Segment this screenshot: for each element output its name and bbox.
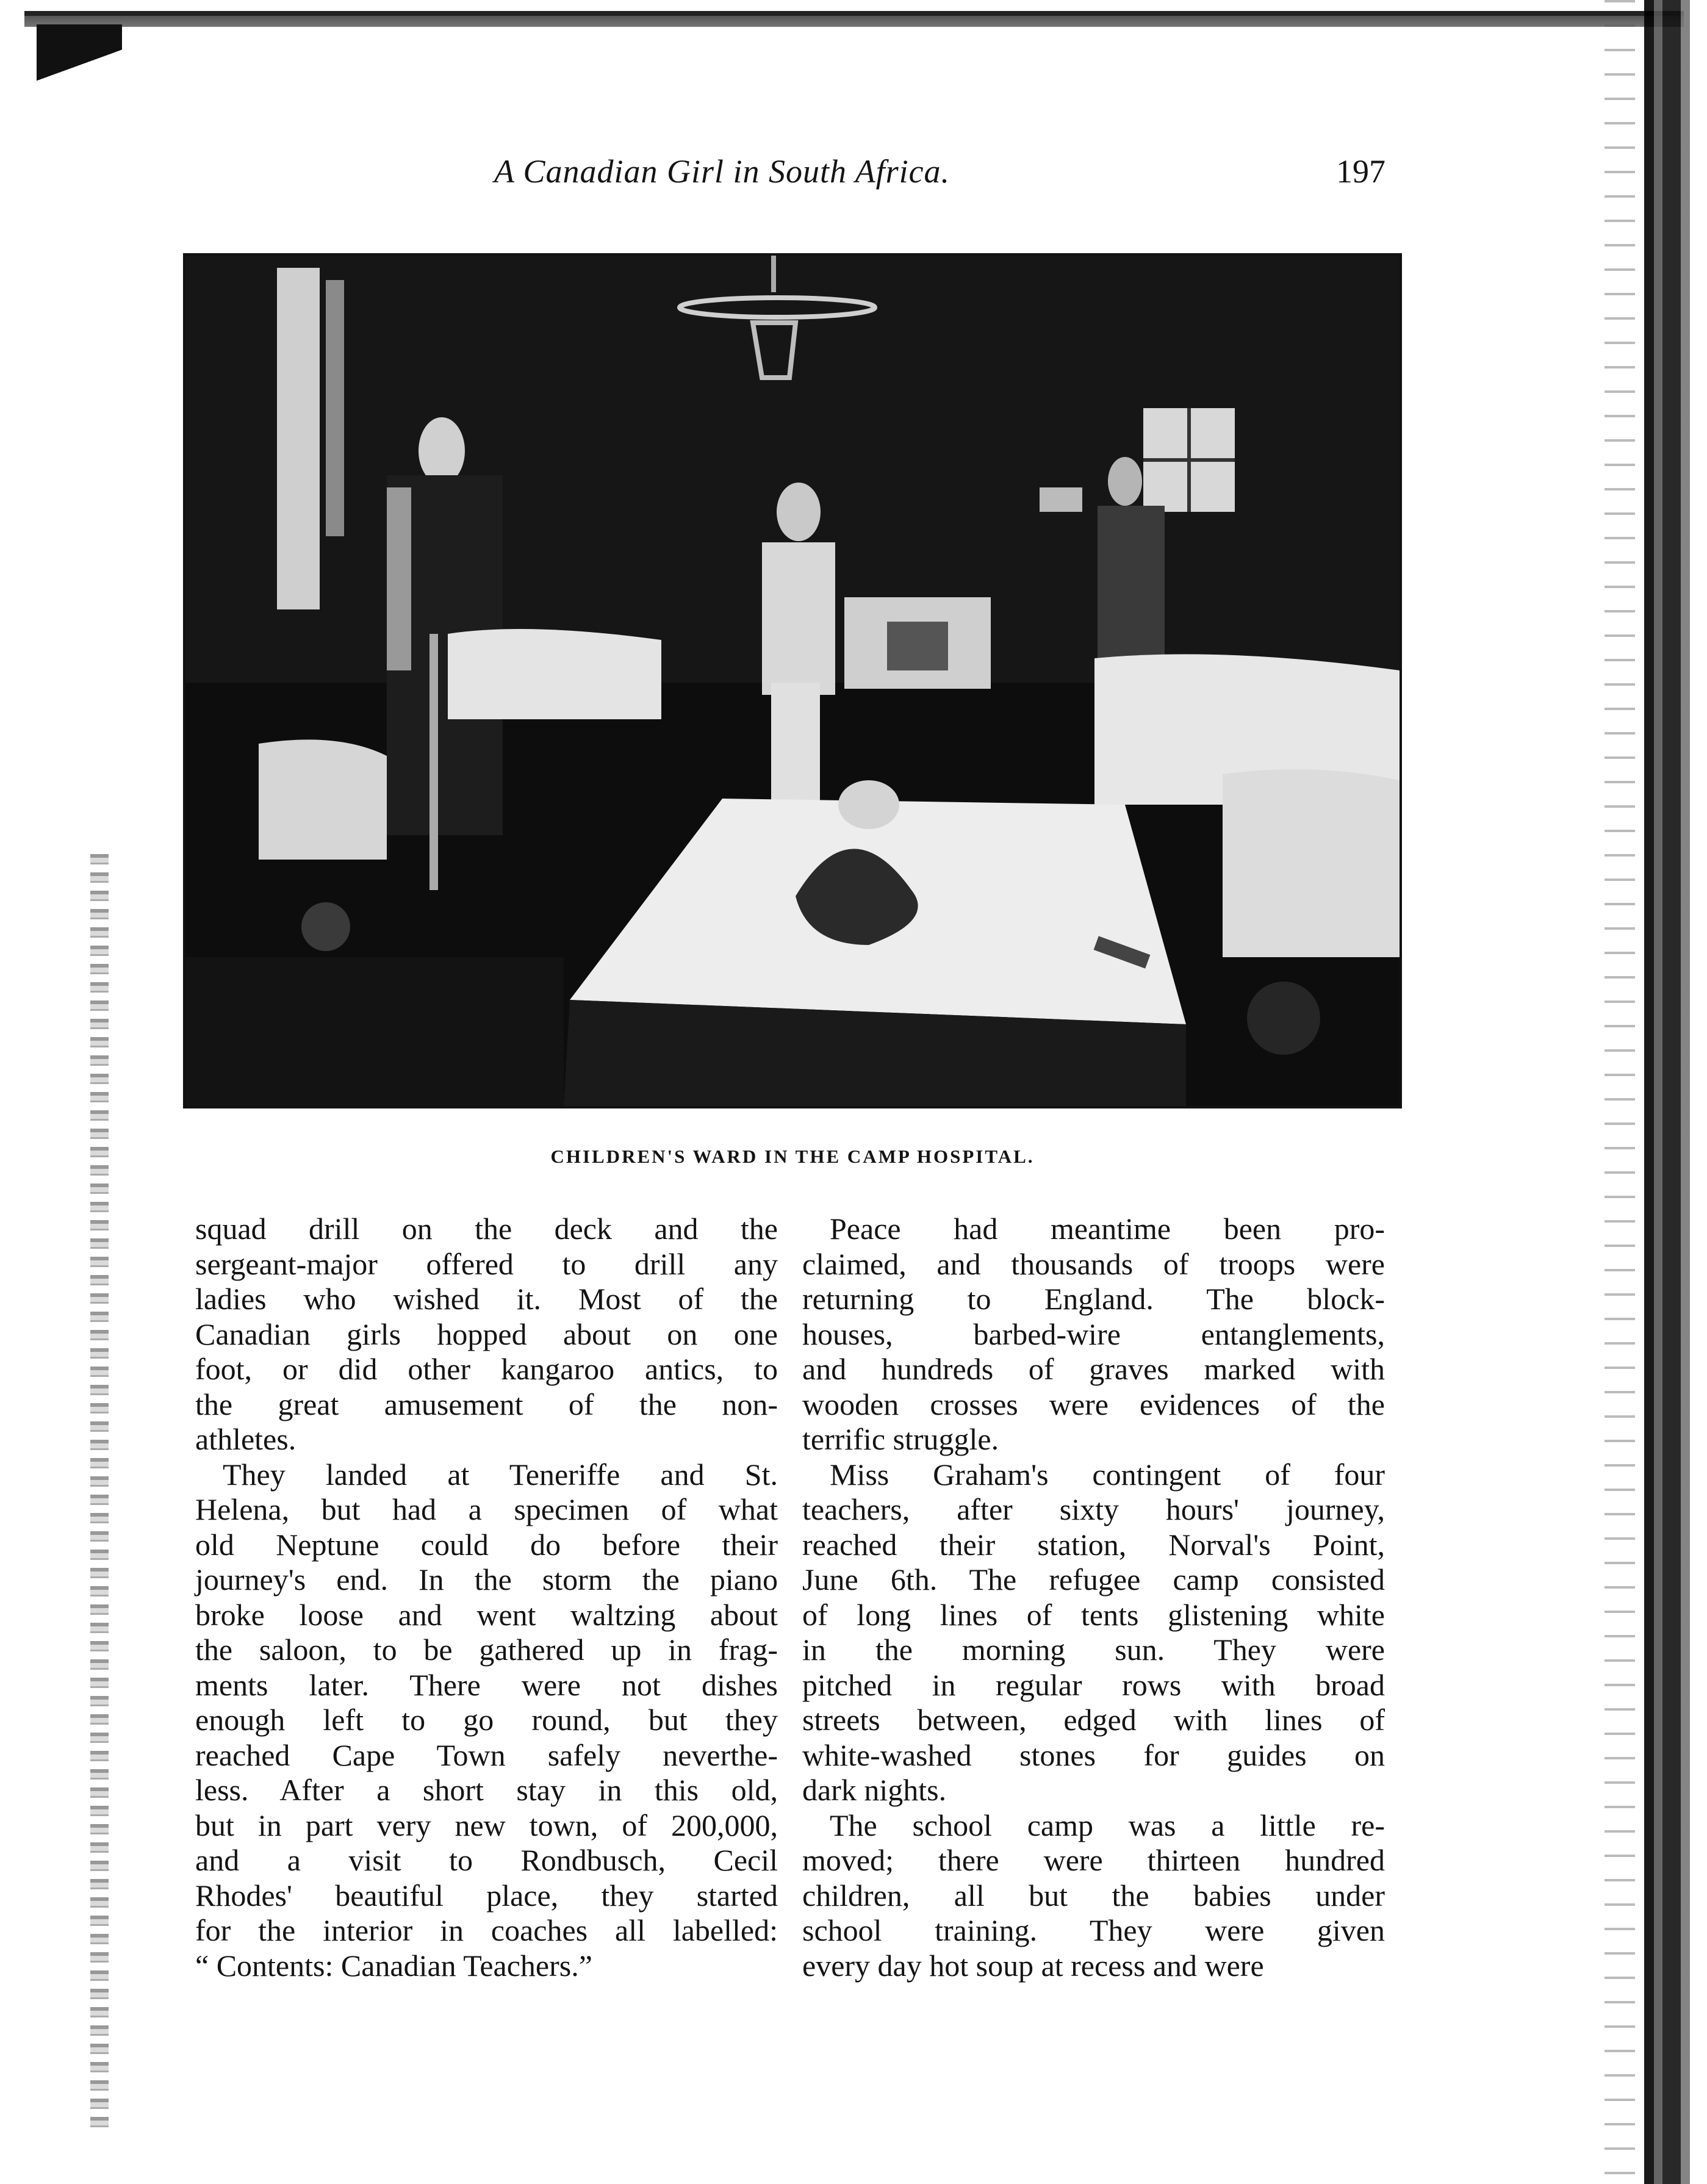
text-line: white-washed stones for guides on	[802, 1737, 1385, 1772]
left-text-column	[195, 1212, 778, 1983]
text-line: ladies who wished it. Most of the	[195, 1282, 778, 1316]
text-line: foot, or did other kangaroo antics, to	[195, 1352, 778, 1386]
text-line: June 6th. The refugee camp consisted	[802, 1562, 1385, 1597]
text-line: but in part very new town, of 200,000,	[195, 1808, 778, 1842]
text-line: terrific struggle.	[802, 1422, 999, 1456]
text-line: the saloon, to be gathered up in frag-	[195, 1633, 778, 1667]
text-line: moved; there were thirteen hundred	[802, 1843, 1385, 1877]
text-line: squad drill on the deck and the	[195, 1212, 778, 1246]
text-line: dark nights.	[802, 1773, 947, 1807]
text-line: pitched in regular rows with broad	[802, 1667, 1385, 1702]
page-number: 197	[1336, 153, 1385, 190]
right-text-column	[802, 1212, 1385, 1983]
text-line: enough left to go round, but they	[195, 1703, 778, 1737]
text-line: broke loose and went waltzing about	[195, 1597, 778, 1632]
text-line: and hundreds of graves marked with	[802, 1352, 1385, 1386]
running-head	[183, 153, 1403, 201]
text-line: returning to England. The block-	[802, 1282, 1385, 1316]
text-line: houses, barbed-wire entanglements,	[802, 1317, 1385, 1351]
photo-illustration	[185, 256, 1400, 1106]
text-line: school training. They were given	[802, 1913, 1385, 1947]
figure-caption: CHILDREN'S WARD IN THE CAMP HOSPITAL.	[550, 1146, 1035, 1167]
text-line: reached their station, Norval's Point,	[802, 1527, 1385, 1562]
text-line: less. After a short stay in this old,	[195, 1773, 778, 1807]
text-line: Peace had meantime been pro-	[830, 1212, 1385, 1246]
text-line: the great amusement of the non-	[195, 1387, 778, 1421]
text-line: teachers, after sixty hours' journey,	[802, 1492, 1385, 1526]
top-page-edge	[24, 11, 1684, 27]
text-line: children, all but the babies under	[802, 1878, 1385, 1913]
text-line: every day hot soup at recess and were	[802, 1948, 1264, 1983]
text-line: journey's end. In the storm the piano	[195, 1562, 778, 1597]
text-line: streets between, edged with lines of	[802, 1703, 1385, 1737]
text-line: The school camp was a little re-	[830, 1808, 1385, 1842]
scan-corner-mark	[37, 24, 122, 134]
text-line: of long lines of tents glistening white	[802, 1597, 1385, 1632]
text-line: sergeant-major offered to drill any	[195, 1246, 778, 1281]
right-scan-speckle	[1605, 0, 1635, 2184]
text-line: Rhodes' beautiful place, they started	[195, 1878, 778, 1913]
text-line: Canadian girls hopped about on one	[195, 1317, 778, 1351]
text-line: claimed, and thousands of troops were	[802, 1246, 1385, 1281]
text-line: for the interior in coaches all labelled:	[195, 1913, 778, 1947]
text-line: old Neptune could do before their	[195, 1527, 778, 1562]
text-line: wooden crosses were evidences of the	[802, 1387, 1385, 1421]
text-line: “ Contents: Canadian Teachers.”	[195, 1948, 592, 1983]
text-line: ments later. There were not dishes	[195, 1667, 778, 1702]
hospital-ward-photograph	[183, 253, 1402, 1108]
text-line: and a visit to Rondbusch, Cecil	[195, 1843, 778, 1877]
text-line: Helena, but had a specimen of what	[195, 1492, 778, 1526]
left-binding-edge	[90, 854, 109, 2135]
text-line: They landed at Teneriffe and St.	[223, 1457, 778, 1492]
right-binding-edge	[1638, 0, 1707, 2184]
text-line: Miss Graham's contingent of four	[830, 1457, 1385, 1492]
running-title: A Canadian Girl in South Africa.	[494, 153, 951, 190]
text-line: in the morning sun. They were	[802, 1633, 1385, 1667]
text-line: reached Cape Town safely neverthe-	[195, 1737, 778, 1772]
text-line: athletes.	[195, 1422, 296, 1456]
